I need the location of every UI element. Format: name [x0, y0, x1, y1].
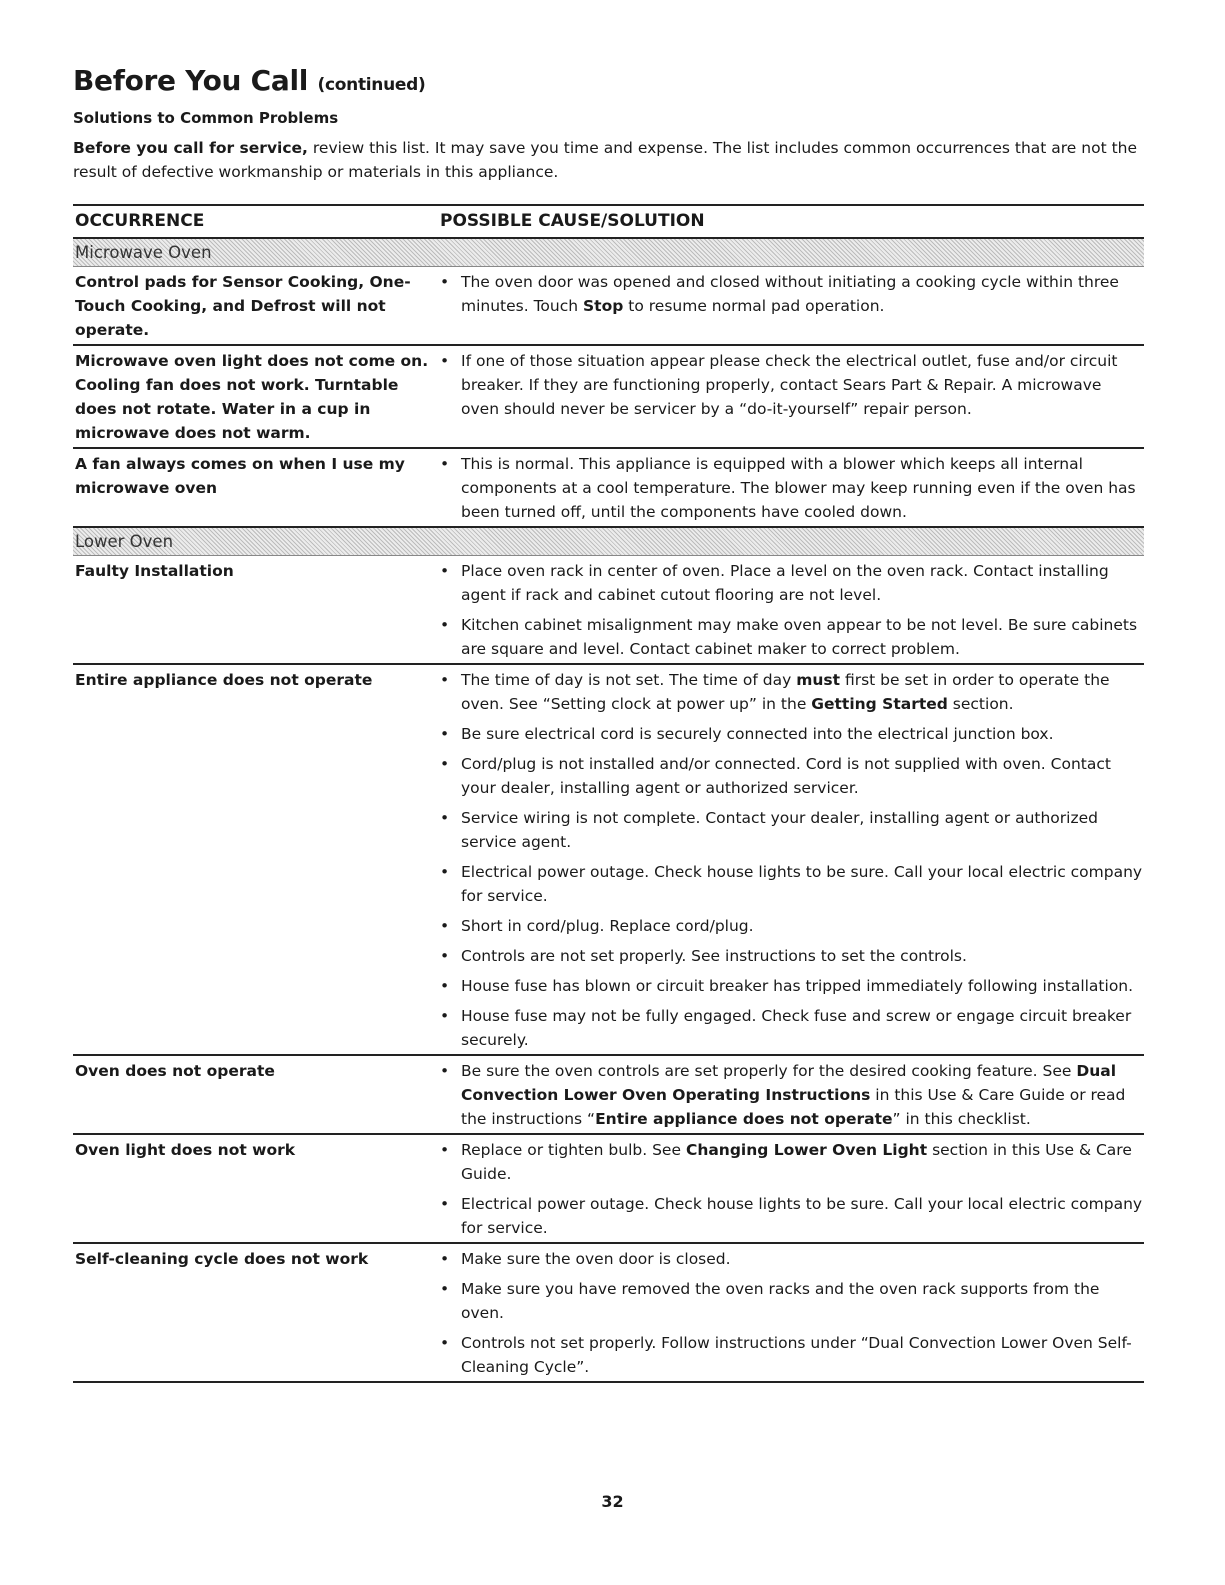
solution-item: [438, 806, 1144, 854]
solution-emphasis: Stop: [583, 297, 624, 315]
solution-item: [438, 914, 1144, 938]
table-row: [73, 665, 1144, 1056]
table-row: [73, 346, 1144, 449]
solution-text: The time of day is not set. The time of day: [461, 671, 797, 689]
solution-item: [438, 974, 1144, 998]
solution-cell: [438, 1247, 1144, 1379]
lower-oven-rows: [73, 556, 1144, 1383]
bullet-icon: •: [440, 863, 450, 881]
solution-item: [438, 1192, 1144, 1240]
solution-text: Service wiring is not complete. Contact your dealer, installing agent or authorized service agent.: [461, 809, 1098, 851]
column-header-occurrence: OCCURRENCE: [75, 211, 205, 231]
solution-text: Be sure electrical cord is securely connected into the electrical junction box.: [461, 725, 1054, 743]
solution-item: [438, 452, 1144, 524]
solution-item: [438, 1059, 1144, 1131]
solution-text: first be set in order to operate the oven. See “Setting clock at power up” in the: [461, 671, 1110, 713]
solution-text: to resume normal pad operation.: [623, 297, 885, 315]
bullet-icon: •: [440, 352, 450, 370]
solution-cell: [438, 270, 1144, 342]
table-row: [73, 449, 1144, 528]
column-header-solution: POSSIBLE CAUSE/SOLUTION: [440, 211, 705, 231]
solution-text: Cord/plug is not installed and/or connected. Cord is not supplied with oven. Contact your dealer, installing agent or authorized servicer.: [461, 755, 1111, 797]
bullet-icon: •: [440, 947, 450, 965]
solution-item: [438, 1138, 1144, 1186]
occurrence-cell: Oven light does not work: [75, 1141, 296, 1159]
table-row: [73, 1056, 1144, 1135]
table-row: [73, 556, 1144, 665]
solution-text: House fuse has blown or circuit breaker has tripped immediately following installation.: [461, 977, 1134, 995]
solution-text: section.: [947, 695, 1014, 713]
occurrence-cell: Self-cleaning cycle does not work: [75, 1250, 369, 1268]
solution-text: Place oven rack in center of oven. Place a level on the oven rack. Contact installing agent if rack and cabinet cutout flooring are not level.: [461, 562, 1109, 604]
solution-text: Make sure you have removed the oven racks and the oven rack supports from the oven.: [461, 1280, 1100, 1322]
solution-text: section in this Use & Care Guide.: [461, 1141, 1132, 1183]
solution-text: Short in cord/plug. Replace cord/plug.: [461, 917, 754, 935]
solution-text: Controls are not set properly. See instructions to set the controls.: [461, 947, 967, 965]
solution-text: ” in this checklist.: [892, 1110, 1031, 1128]
solution-emphasis: Entire appliance does not operate: [595, 1110, 893, 1128]
solution-item: [438, 613, 1144, 661]
page-title: [73, 64, 1144, 102]
solution-item: [438, 1247, 1144, 1271]
occurrence-cell: Microwave oven light does not come on. Cooling fan does not work. Turntable does not rotate. Water in a cup in microwave does not warm.: [75, 352, 429, 442]
section-header-lower-oven: Lower Oven: [73, 528, 1144, 556]
occurrence-cell: Control pads for Sensor Cooking, One-Touch Cooking, and Defrost will not operate.: [75, 273, 411, 339]
solution-item: [438, 860, 1144, 908]
bullet-icon: •: [440, 755, 450, 773]
bullet-icon: •: [440, 1007, 450, 1025]
solution-cell: [438, 452, 1144, 524]
solution-text: House fuse may not be fully engaged. Check fuse and screw or engage circuit breaker securely.: [461, 1007, 1132, 1049]
table-header: [73, 206, 1144, 239]
solution-text: If one of those situation appear please check the electrical outlet, fuse and/or circuit breaker. If they are functioning properly, contact Sears Part & Repair. A microwave oven should never be servicer by a “do-it-yourself” repair person.: [461, 352, 1118, 418]
bullet-icon: •: [440, 1250, 450, 1268]
bullet-icon: •: [440, 1195, 450, 1213]
solution-emphasis: must: [796, 671, 841, 689]
bullet-icon: •: [440, 725, 450, 743]
occurrence-cell: Oven does not operate: [75, 1062, 275, 1080]
occurrence-cell: Entire appliance does not operate: [75, 671, 373, 689]
bullet-icon: •: [440, 455, 450, 473]
solution-emphasis: Dual Convection Lower Oven Operating Instructions: [461, 1062, 1117, 1104]
bullet-icon: •: [440, 1334, 450, 1352]
bullet-icon: •: [440, 917, 450, 935]
bullet-icon: •: [440, 562, 450, 580]
section-header-microwave: Microwave Oven: [73, 239, 1144, 267]
solution-item: [438, 1004, 1144, 1052]
solution-cell: [438, 349, 1144, 445]
solution-item: [438, 668, 1144, 716]
solution-emphasis: Getting Started: [811, 695, 948, 713]
solution-text: Be sure the oven controls are set properly for the desired cooking feature. See: [461, 1062, 1077, 1080]
solution-item: [438, 752, 1144, 800]
solution-item: [438, 1277, 1144, 1325]
bullet-icon: •: [440, 273, 450, 291]
solution-text: Controls not set properly. Follow instructions under “Dual Convection Lower Oven Self-Cleaning Cycle”.: [461, 1334, 1132, 1376]
solution-item: [438, 944, 1144, 968]
solution-text: Electrical power outage. Check house lights to be sure. Call your local electric company for service.: [461, 1195, 1143, 1237]
intro-text: review this list. It may save you time and expense. The list includes common occurrences that are not the result of defective workmanship or materials in this appliance.: [73, 139, 1138, 181]
bullet-icon: •: [440, 809, 450, 827]
solution-item: [438, 722, 1144, 746]
solution-item: [438, 349, 1144, 421]
bullet-icon: •: [440, 977, 450, 995]
solution-item: [438, 559, 1144, 607]
solution-text: Replace or tighten bulb. See: [461, 1141, 686, 1159]
page: [73, 64, 1144, 1383]
solution-text: The oven door was opened and closed without initiating a cooking cycle within three minutes. Touch: [461, 273, 1119, 315]
title-main: Before You Call: [73, 64, 309, 97]
table-row: [73, 267, 1144, 346]
occurrence-cell: A fan always comes on when I use my microwave oven: [75, 455, 405, 497]
solution-cell: [438, 668, 1144, 1052]
bullet-icon: •: [440, 1141, 450, 1159]
solution-text: Kitchen cabinet misalignment may make oven appear to be not level. Be sure cabinets are square and level. Contact cabinet maker to correct problem.: [461, 616, 1138, 658]
solution-item: [438, 1331, 1144, 1379]
intro-paragraph: [73, 136, 1144, 184]
table-row: [73, 1244, 1144, 1383]
solution-cell: [438, 1138, 1144, 1240]
solution-text: Make sure the oven door is closed.: [461, 1250, 731, 1268]
title-suffix: (continued): [317, 75, 426, 95]
page-subtitle: Solutions to Common Problems: [73, 109, 339, 127]
solution-text: This is normal. This appliance is equipped with a blower which keeps all internal components at a cool temperature. The blower may keep running even if the oven has been turned off, until the components have cooled down.: [461, 455, 1136, 521]
solution-text: Electrical power outage. Check house lights to be sure. Call your local electric company for service.: [461, 863, 1143, 905]
table-row: [73, 1135, 1144, 1244]
bullet-icon: •: [440, 1062, 450, 1080]
occurrence-cell: Faulty Installation: [75, 562, 234, 580]
solution-cell: [438, 559, 1144, 661]
bullet-icon: •: [440, 1280, 450, 1298]
solution-cell: [438, 1059, 1144, 1131]
problems-table: [73, 204, 1144, 1383]
page-number: 32: [601, 1492, 624, 1511]
solution-item: [438, 270, 1144, 318]
intro-bold: Before you call for service,: [73, 139, 308, 157]
bullet-icon: •: [440, 616, 450, 634]
bullet-icon: •: [440, 671, 450, 689]
microwave-rows: [73, 267, 1144, 528]
solution-emphasis: Changing Lower Oven Light: [685, 1141, 928, 1159]
solution-text: in this Use & Care Guide or read the instructions “: [461, 1086, 1126, 1128]
